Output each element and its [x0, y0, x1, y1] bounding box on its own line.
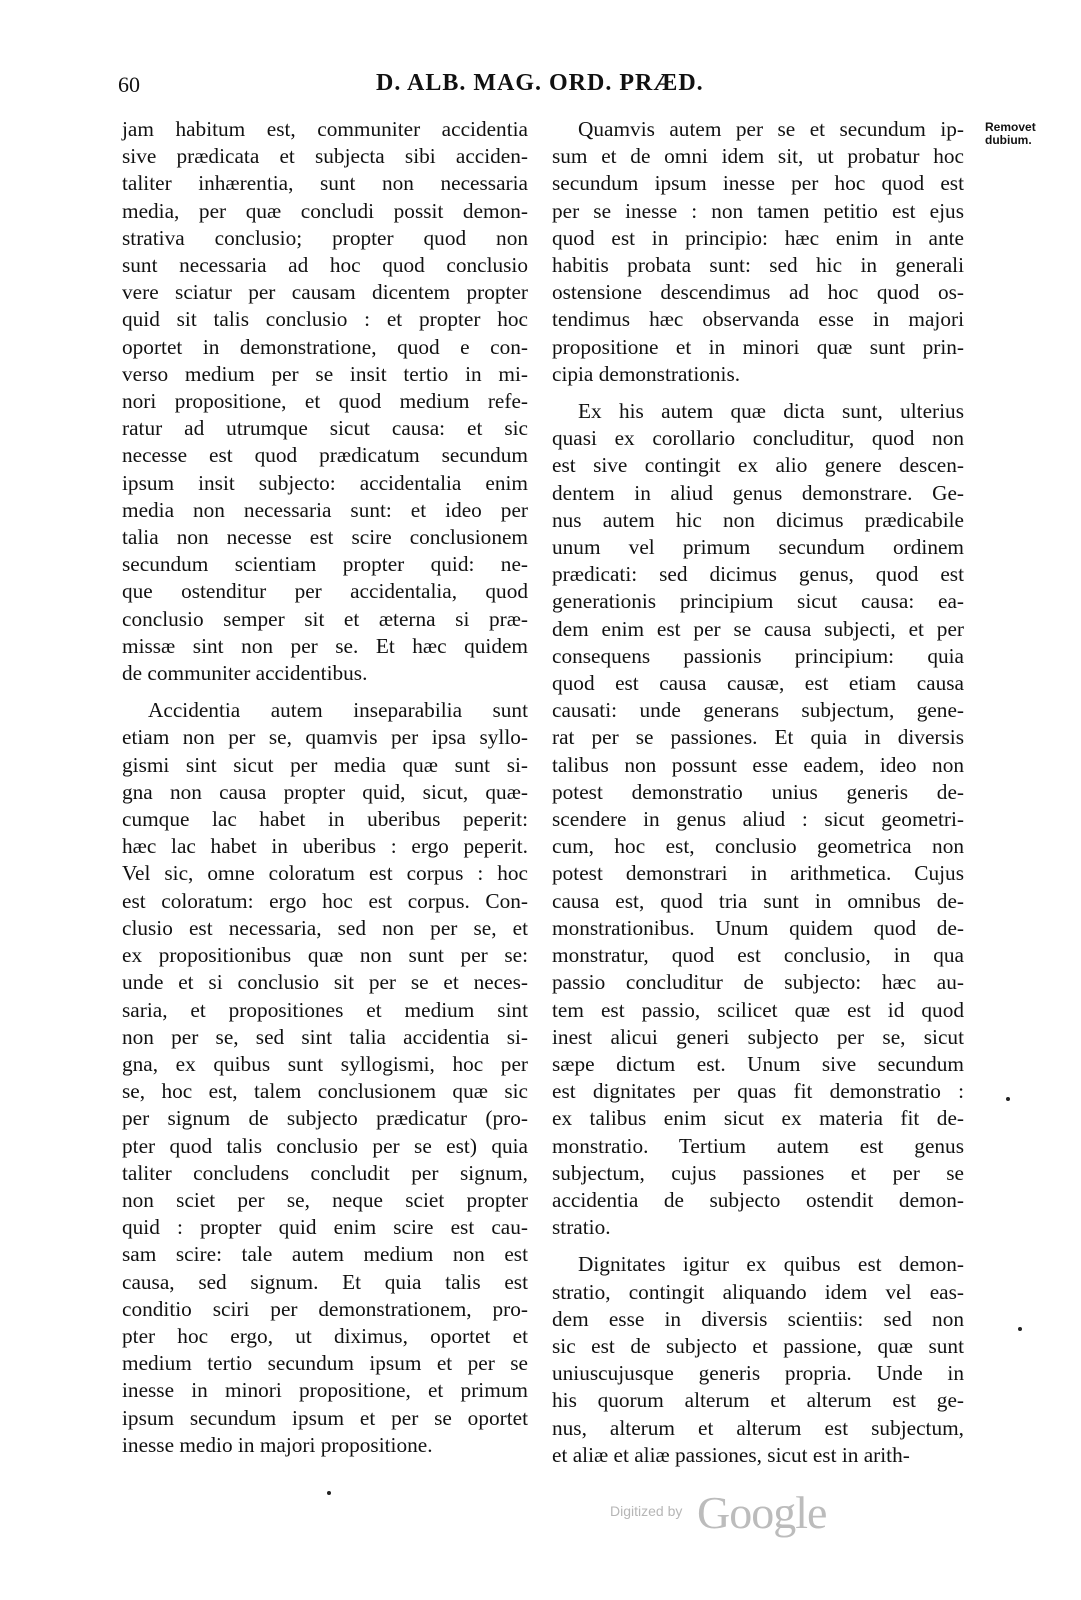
text-line: monstrationibus. Unum quidem quod de-	[552, 915, 964, 940]
text-line: media, per quæ concludi possit demon-	[122, 198, 528, 223]
text-line: gna non causa propter quid, sicut, quæ-	[122, 779, 528, 804]
text-line: de communiter accidentibus.	[122, 661, 368, 686]
text-line: sic est de subjecto et passione, quæ sunt	[552, 1333, 964, 1358]
text-line: inesse medio in majori propositione.	[122, 1432, 433, 1457]
text-line: cum, hoc est, conclusio geometrica non	[552, 834, 964, 859]
text-line: hæc lac habet in uberibus : ergo peperit.	[122, 834, 528, 859]
text-line: Vel sic, omne coloratum est corpus : hoc	[122, 861, 528, 886]
text-line: quod est in principio: hæc enim in ante	[552, 225, 964, 250]
text-line: medium tertio secundum ipsum et per se	[122, 1351, 528, 1376]
text-line: unde et si conclusio sit per se et neces-	[122, 970, 528, 995]
text-line: talibus non possunt esse eadem, ideo non	[552, 752, 964, 777]
text-line: propositione et in minori quæ sunt prin-	[552, 334, 964, 359]
text-line: tem est passio, scilicet quæ est id quod	[552, 997, 964, 1022]
text-line: necesse est quod prædicatum secundum	[122, 443, 528, 468]
text-line: sive prædicata et subjecta sibi acciden-	[122, 144, 528, 169]
text-line: generationis principium sicut causa: ea-	[552, 589, 964, 614]
text-line: est sive contingit ex alio genere descen-	[552, 453, 964, 478]
text-line: causa est, quod tria sunt in omnibus de-	[552, 888, 964, 913]
text-line: gna, ex quibus sunt syllogismi, hoc per	[122, 1051, 528, 1076]
text-line: per se inesse : non tamen petitio est ejus	[552, 198, 964, 223]
text-line: est dignitates per quas fit demonstratio :	[552, 1079, 964, 1104]
text-line: dem enim est per se causa subjecti, et per	[552, 616, 964, 641]
ink-dot	[1018, 1327, 1022, 1331]
text-line: potest demonstratio unius generis de-	[552, 779, 964, 804]
text-line: conditio sciri per demonstrationem, pro-	[122, 1296, 528, 1321]
text-line: ex talibus enim sicut ex materia fit de-	[552, 1106, 964, 1131]
text-line: tendimus hæc observanda esse in majori	[552, 307, 964, 332]
text-line: sunt necessaria ad hoc quod conclusio	[122, 253, 528, 278]
text-line: monstratio. Tertium autem est genus	[552, 1133, 964, 1158]
text-line: stratio.	[552, 1215, 611, 1240]
text-line: per signum de subjecto prædicatur (pro-	[122, 1106, 528, 1131]
text-line: nori propositione, et quod medium refe-	[122, 389, 528, 414]
text-line: uniuscujusque generis propria. Unde in	[552, 1361, 964, 1386]
text-line: quid : propter quid enim scire est cau-	[122, 1215, 528, 1240]
text-line: nus autem hic non dicimus prædicabile	[552, 507, 964, 532]
google-logo: Google	[697, 1487, 827, 1538]
text-line: monstratur, quod est conclusio, in qua	[552, 943, 964, 968]
text-line: saria, et propositiones et medium sint	[122, 997, 528, 1022]
text-line: ratur ad utrumque sicut causa: et sic	[122, 416, 528, 441]
text-line: taliter inhærentia, sunt non necessaria	[122, 171, 528, 196]
text-line: accidentia de subjecto ostendit demon-	[552, 1187, 964, 1212]
text-line: pter hoc ergo, ut diximus, oportet et	[122, 1323, 528, 1348]
text-line: jam habitum est, communiter accidentia	[122, 117, 528, 141]
text-line: cumque lac habet in uberibus peperit:	[122, 807, 528, 832]
text-line: ipsum insit subjecto: accidentalia enim	[122, 470, 528, 495]
text-line: vere sciatur per causam dicentem propter	[122, 280, 528, 305]
text-line: quod est causa causæ, est etiam causa	[552, 671, 964, 696]
text-line: prædicati: sed dicimus genus, quod est	[552, 562, 964, 587]
text-line: ostensione descendimus ad hoc quod os-	[552, 280, 964, 305]
right-column	[552, 116, 964, 1469]
text-line: ipsum secundum ipsum et per se oportet	[122, 1405, 528, 1430]
text-line: media non necessaria sunt: et ideo per	[122, 497, 528, 522]
text-line: taliter concludens concludit per signum,	[122, 1160, 528, 1185]
margin-note-line: Removet	[985, 120, 1036, 134]
text-line: non sciet per se, neque sciet propter	[122, 1187, 528, 1212]
text-line: pter quod talis conclusio per se est) quia	[122, 1133, 528, 1158]
text-line: gismi sint sicut per media quæ sunt si-	[122, 752, 528, 777]
text-line: etiam non per se, quamvis per ipsa syllo-	[122, 725, 528, 750]
text-line: quasi ex corollario concluditur, quod non	[552, 426, 964, 451]
text-line: secundum scientiam propter quid: ne-	[122, 552, 528, 577]
text-line: que ostenditur per accidentalia, quod	[122, 579, 528, 604]
text-line: nus, alterum et alterum est subjectum,	[552, 1415, 964, 1440]
text-line: sum et de omni idem sit, ut probatur hoc	[552, 144, 964, 169]
text-line: strativa conclusio; propter quod non	[122, 225, 528, 250]
digitized-by-label: Digitized by	[610, 1503, 683, 1519]
text-line: stratio, contingit aliquando idem vel eas-	[552, 1279, 964, 1304]
text-line: secundum ipsum inesse per hoc quod est	[552, 171, 964, 196]
text-line: sæpe dictum est. Unum sive secundum	[552, 1051, 964, 1076]
text-line: est coloratum: ergo hoc est corpus. Con-	[122, 888, 528, 913]
text-line: causa, sed signum. Et quia talis est	[122, 1269, 528, 1294]
text-line: causati: unde generans subjectum, gene-	[552, 698, 964, 723]
text-line: potest demonstrari in arithmetica. Cujus	[552, 861, 964, 886]
text-line: et aliæ et aliæ passiones, sicut est in arith-	[552, 1442, 910, 1467]
margin-note	[985, 121, 1036, 147]
text-line: Quamvis autem per se et secundum ip-	[578, 117, 964, 141]
left-column	[122, 116, 528, 1459]
text-line: passio concluditur de subjecto: hæc au-	[552, 970, 964, 995]
running-title: D. ALB. MAG. ORD. PRÆD.	[376, 70, 704, 96]
text-line: ex propositionibus quæ non sunt per se:	[122, 943, 528, 968]
text-line: sam scire: tale autem medium non est	[122, 1242, 528, 1267]
text-line: Dignitates igitur ex quibus est demon-	[578, 1252, 964, 1277]
text-line: clusio est necessaria, sed non per se, et	[122, 915, 528, 940]
text-line: rat per se passiones. Et quia in diversis	[552, 725, 964, 750]
text-line: verso medium per se insit tertio in mi-	[122, 361, 528, 386]
text-line: conclusio semper sit et æterna si præ-	[122, 606, 528, 631]
text-line: talia non necesse est scire conclusionem	[122, 525, 528, 550]
text-line: dentem in aliud genus demonstrare. Ge-	[552, 480, 964, 505]
text-line: his quorum alterum et alterum est ge-	[552, 1388, 964, 1413]
text-line: inesse in minori propositione, et primum	[122, 1378, 528, 1403]
text-line: se, hoc est, talem conclusionem quæ sic	[122, 1079, 528, 1104]
text-line: oportet in demonstratione, quod e con-	[122, 334, 528, 359]
text-line: Accidentia autem inseparabilia sunt	[148, 698, 528, 723]
page-number: 60	[118, 72, 140, 97]
text-line: inest alicui generi subjecto per se, sicut	[552, 1024, 964, 1049]
text-line: non per se, sed sint talia accidentia si-	[122, 1024, 528, 1049]
text-line: cipia demonstrationis.	[552, 361, 741, 386]
text-line: subjectum, cujus passiones et per se	[552, 1160, 964, 1185]
text-line: missæ sint non per se. Et hæc quidem	[122, 633, 528, 658]
ink-dot	[1006, 1097, 1010, 1101]
text-line: quid sit talis conclusio : et propter hoc	[122, 307, 528, 332]
ink-dot	[327, 1491, 331, 1495]
text-line: scendere in genus aliud : sicut geometri-	[552, 807, 964, 832]
text-line: Ex his autem quæ dicta sunt, ulterius	[578, 399, 964, 424]
text-line: habitis probata sunt: sed hic in generali	[552, 253, 964, 278]
margin-note-line: dubium.	[985, 133, 1032, 147]
text-line: consequens passionis principium: quia	[552, 643, 964, 668]
text-line: unum vel primum secundum ordinem	[552, 535, 964, 560]
text-line: dem esse in diversis scientiis: sed non	[552, 1306, 964, 1331]
